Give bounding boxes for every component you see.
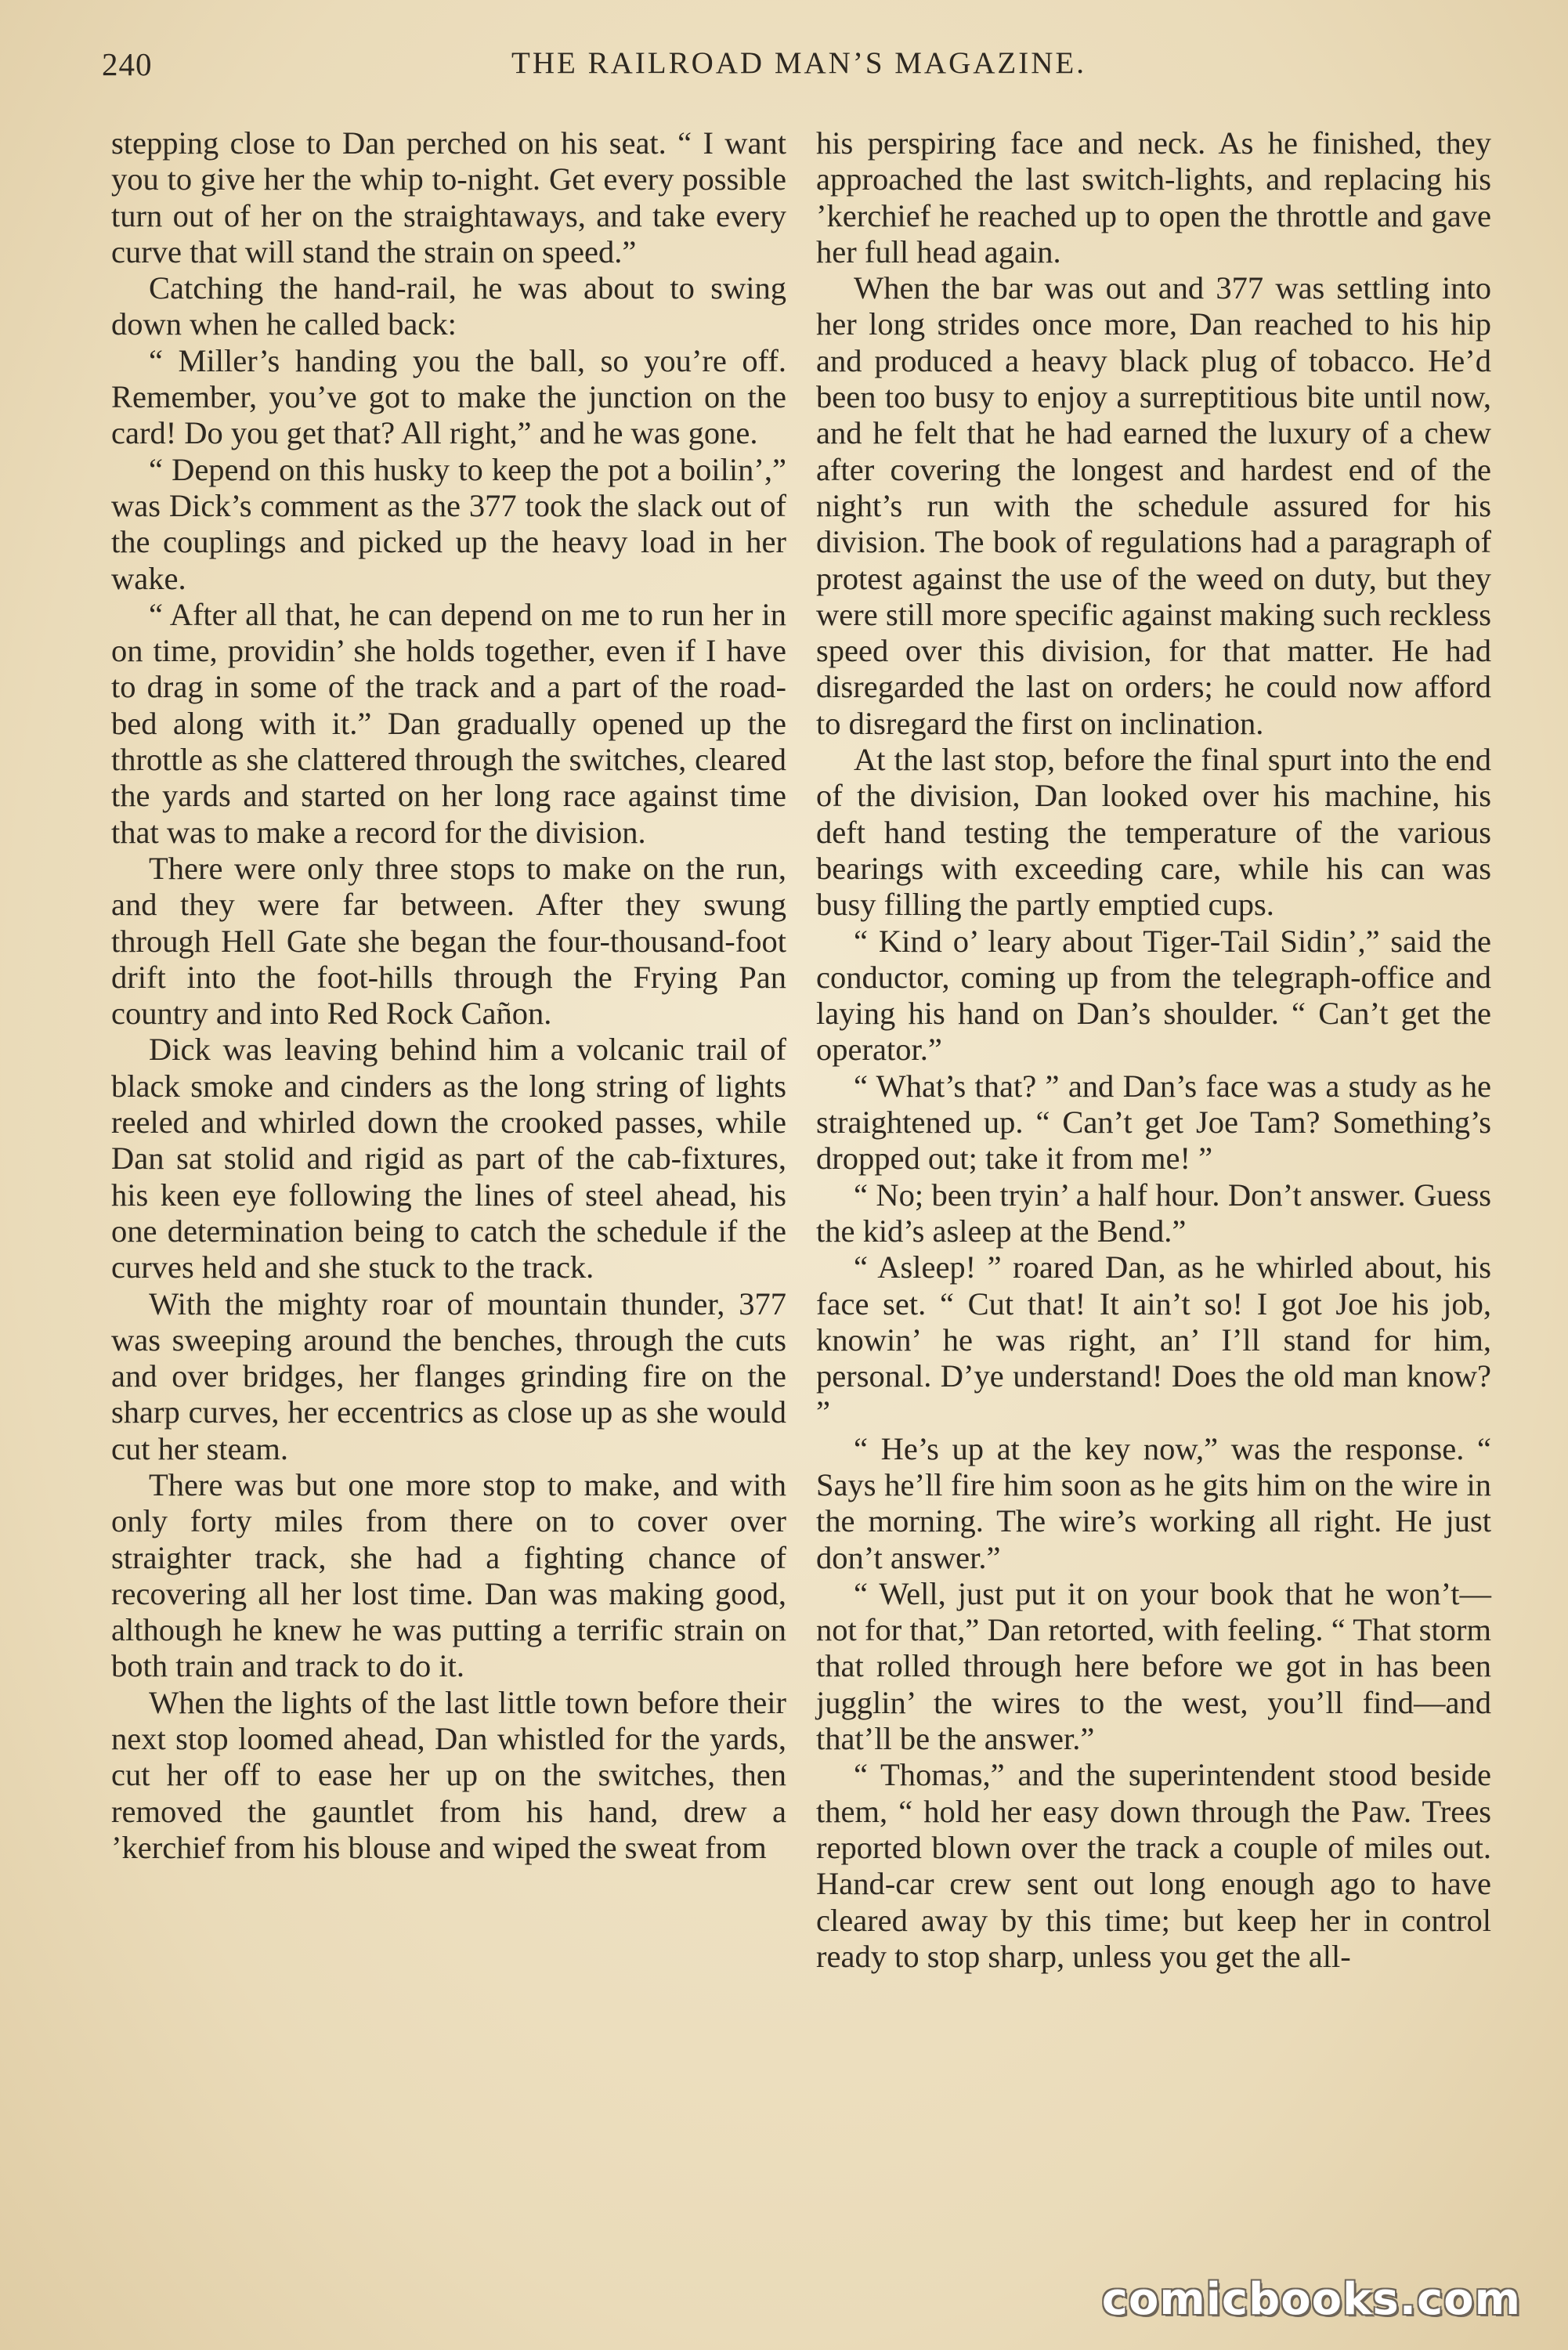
page-header [102, 45, 1496, 100]
paragraph: With the mighty roar of mountain thunder, 377 was sweeping around the benches, through the cuts and over bridges, her flanges grinding fire on the sharp curves, her eccentrics as close up as she would cut her steam. [111, 1285, 786, 1466]
paragraph: stepping close to Dan perched on his seat. “ I want you to give her the whip to-night. Get every possible turn out of her on the straightaways, and take every curve that will stand the strain on speed.” [111, 125, 786, 269]
paragraph: “ After all that, he can depend on me to run her in on time, providin’ she holds together, even if I have to drag in some of the track and a part of the road-bed along with it.” Dan gradually opened up the throttle as she clattered through the switches, cleared the yards and started on her long race against time that was to make a record for the division. [111, 596, 786, 850]
paragraph: “ Miller’s handing you the ball, so you’re off. Remember, you’ve got to make the junction on the card! Do you get that? All right,” and he was gone. [111, 342, 786, 451]
paragraph: At the last stop, before the final spurt into the end of the division, Dan looked over his machine, his deft hand testing the temperature of the various bearings with exceeding care, while his can was busy filling the partly emptied cups. [816, 742, 1491, 923]
paragraph: “ Well, just put it on your book that he won’t—not for that,” Dan retorted, with feeling. “ That storm that rolled through here before we got in has been jugglin’ the wires to the west, you’ll find—and that’ll be the answer.” [816, 1575, 1491, 1757]
paragraph: “ Depend on this husky to keep the pot a boilin’,” was Dick’s comment as the 377 took the slack out of the couplings and picked up the heavy load in her wake. [111, 451, 786, 596]
running-title: THE RAILROAD MAN’S MAGAZINE. [511, 46, 1086, 80]
watermark-logo: comicbooks.com [1101, 2274, 1521, 2325]
paragraph: “ Asleep! ” roared Dan, as he whirled about, his face set. “ Cut that! It ain’t so! I got Joe his job, knowin’ he was right, an’ I’ll stand for him, personal. D’ye understand! Does the old man know? ” [816, 1249, 1491, 1430]
right-column [816, 125, 1491, 2217]
paragraph: “ No; been tryin’ a half hour. Don’t answer. Guess the kid’s asleep at the Bend.” [816, 1177, 1491, 1249]
paragraph: “ He’s up at the key now,” was the response. “ Says he’ll fire him soon as he gits him on the wire in the morning. The wire’s working all right. He just don’t answer.” [816, 1430, 1491, 1575]
paragraph: Catching the hand-rail, he was about to swing down when he called back: [111, 270, 786, 342]
paragraph: his perspiring face and neck. As he finished, they approached the last switch-lights, and replacing his ’kerchief he reached up to open the throttle and gave her full head again. [816, 125, 1491, 269]
paragraph: When the bar was out and 377 was settling into her long strides once more, Dan reached to his hip and produced a heavy black plug of tobacco. He’d been too busy to enjoy a surreptitious bite until now, and he felt that he had earned the luxury of a chew after covering the longest and hardest end of the night’s run with the schedule assured for his division. The book of regulations had a paragraph of protest against the use of the weed on duty, but they were still more specific against making such reckless speed over this division, for that matter. He had disregarded the last on orders; he could now afford to disregard the first on inclination. [816, 270, 1491, 741]
paragraph: “ Kind o’ leary about Tiger-Tail Sidin’,” said the conductor, coming up from the telegraph-office and laying his hand on Dan’s shoulder. “ Can’t get the operator.” [816, 923, 1491, 1068]
left-column [111, 125, 786, 2217]
paragraph: Dick was leaving behind him a volcanic trail of black smoke and cinders as the long string of lights reeled and whirled down the crooked passes, while Dan sat stolid and rigid as part of the cab-fixtures, his keen eye following the lines of steel ahead, his one determination being to catch the schedule if the curves held and she stuck to the track. [111, 1032, 786, 1285]
paragraph: There were only three stops to make on the run, and they were far between. After they swung through Hell Gate she began the four-thousand-foot drift into the foot-hills through the Frying Pan country and into Red Rock Cañon. [111, 850, 786, 1032]
paragraph: “ Thomas,” and the superintendent stood beside them, “ hold her easy down through the Paw. Trees reported blown over the track a couple of miles out. Hand-car crew sent out long enough ago to have cleared away by this time; but keep her in control ready to stop sharp, unless you get the all- [816, 1757, 1491, 1974]
page-number: 240 [102, 46, 153, 82]
paragraph: There was but one more stop to make, and with only forty miles from there on to cover over straighter track, she had a fighting chance of recovering all her lost time. Dan was making good, although he knew he was putting a terrific strain on both train and track to do it. [111, 1466, 786, 1684]
paragraph: When the lights of the last little town before their next stop loomed ahead, Dan whistled for the yards, cut her off to ease her up on the switches, then removed the gauntlet from his hand, drew a ’kerchief from his blouse and wiped the sweat from [111, 1684, 786, 1865]
paragraph: “ What’s that? ” and Dan’s face was a study as he straightened up. “ Can’t get Joe Tam? Something’s dropped out; take it from me! ” [816, 1068, 1491, 1177]
